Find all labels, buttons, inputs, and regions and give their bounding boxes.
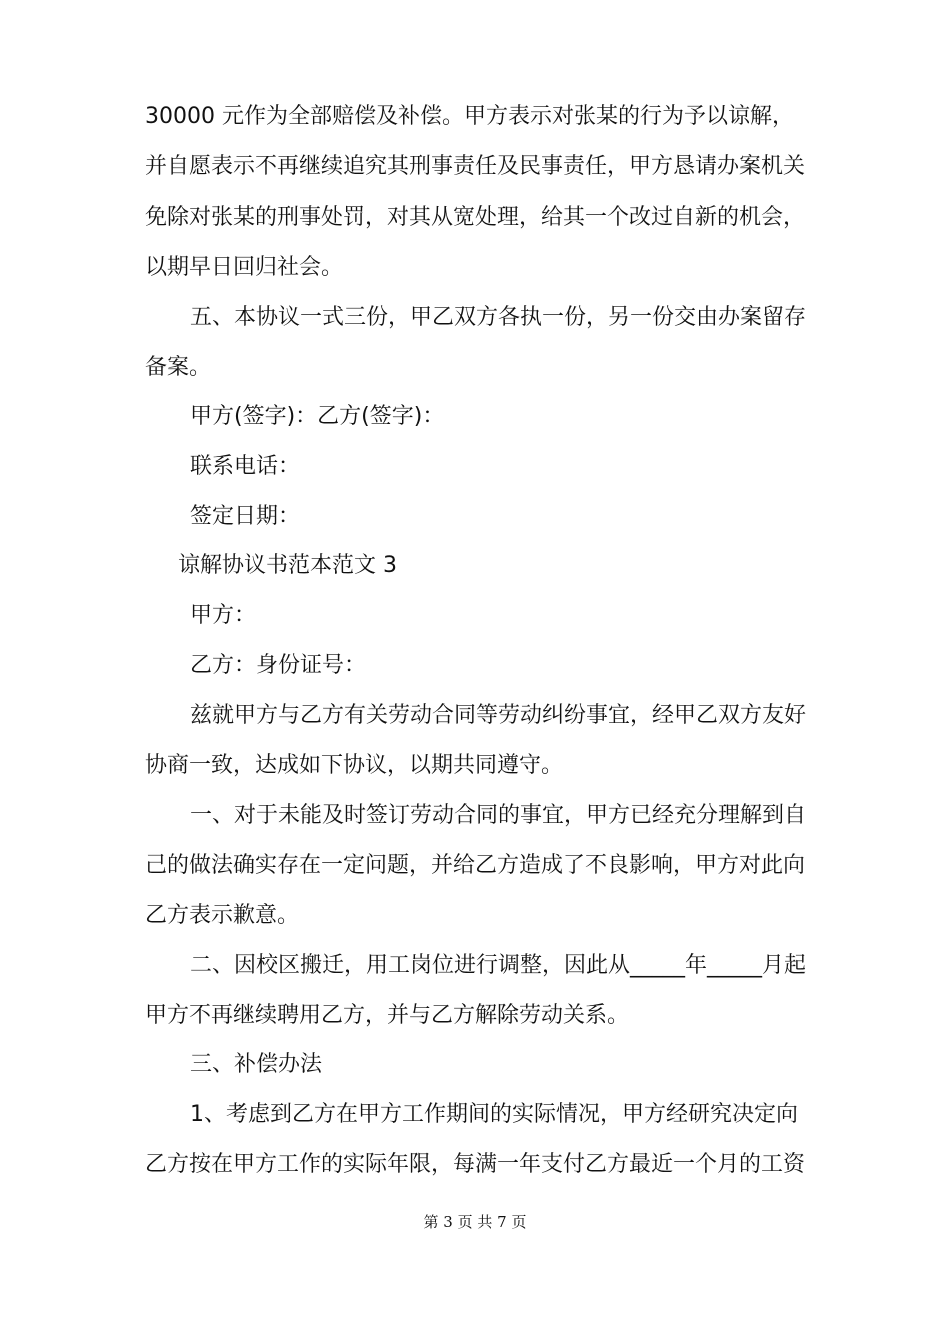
party-a-line: 甲方：	[190, 603, 257, 628]
sub-clause-one: 1、考虑到乙方在甲方工作期间的实际情况，甲方经研究决定向	[190, 1102, 798, 1127]
body-text-line: 备案。	[145, 355, 212, 380]
page-footer: 第 3 页 共 7 页	[423, 1213, 527, 1231]
sign-date-line: 签定日期：	[190, 504, 301, 529]
section-heading: 谅解协议书范本范文 3	[178, 553, 397, 578]
phone-line: 联系电话：	[190, 454, 301, 479]
clause-three: 三、补偿办法	[190, 1052, 323, 1077]
body-text-line: 免除对张某的刑事处罚，对其从宽处理，给其一个改过自新的机会，	[145, 205, 806, 230]
body-text-line: 30000 元作为全部赔偿及补偿。甲方表示对张某的行为予以谅解，	[145, 104, 794, 129]
party-b-line: 乙方：身份证号：	[190, 653, 367, 678]
clause-one: 一、对于未能及时签订劳动合同的事宜，甲方已经充分理解到自	[190, 803, 807, 828]
clause-five: 五、本协议一式三份，甲乙双方各执一份，另一份交由办案留存	[190, 305, 807, 330]
body-text-line: 甲方不再继续聘用乙方，并与乙方解除劳动关系。	[145, 1003, 630, 1028]
body-text-line: 以期早日回归社会。	[145, 255, 344, 280]
body-text-line: 乙方按在甲方工作的实际年限，每满一年支付乙方最近一个月的工资	[145, 1152, 806, 1177]
body-text-line: 协商一致，达成如下协议，以期共同遵守。	[145, 753, 564, 778]
preamble-line: 兹就甲方与乙方有关劳动合同等劳动纠纷事宜，经甲乙双方友好	[190, 703, 807, 728]
clause-two: 二、因校区搬迁，用工岗位进行调整，因此从_____年_____月起	[190, 953, 807, 978]
body-text-line: 己的做法确实存在一定问题，并给乙方造成了不良影响，甲方对此向	[145, 853, 806, 878]
signature-line: 甲方(签字)：乙方(签字)：	[190, 404, 445, 429]
body-text-line: 并自愿表示不再继续追究其刑事责任及民事责任，甲方恳请办案机关	[145, 154, 806, 179]
body-text-line: 乙方表示歉意。	[145, 903, 300, 928]
